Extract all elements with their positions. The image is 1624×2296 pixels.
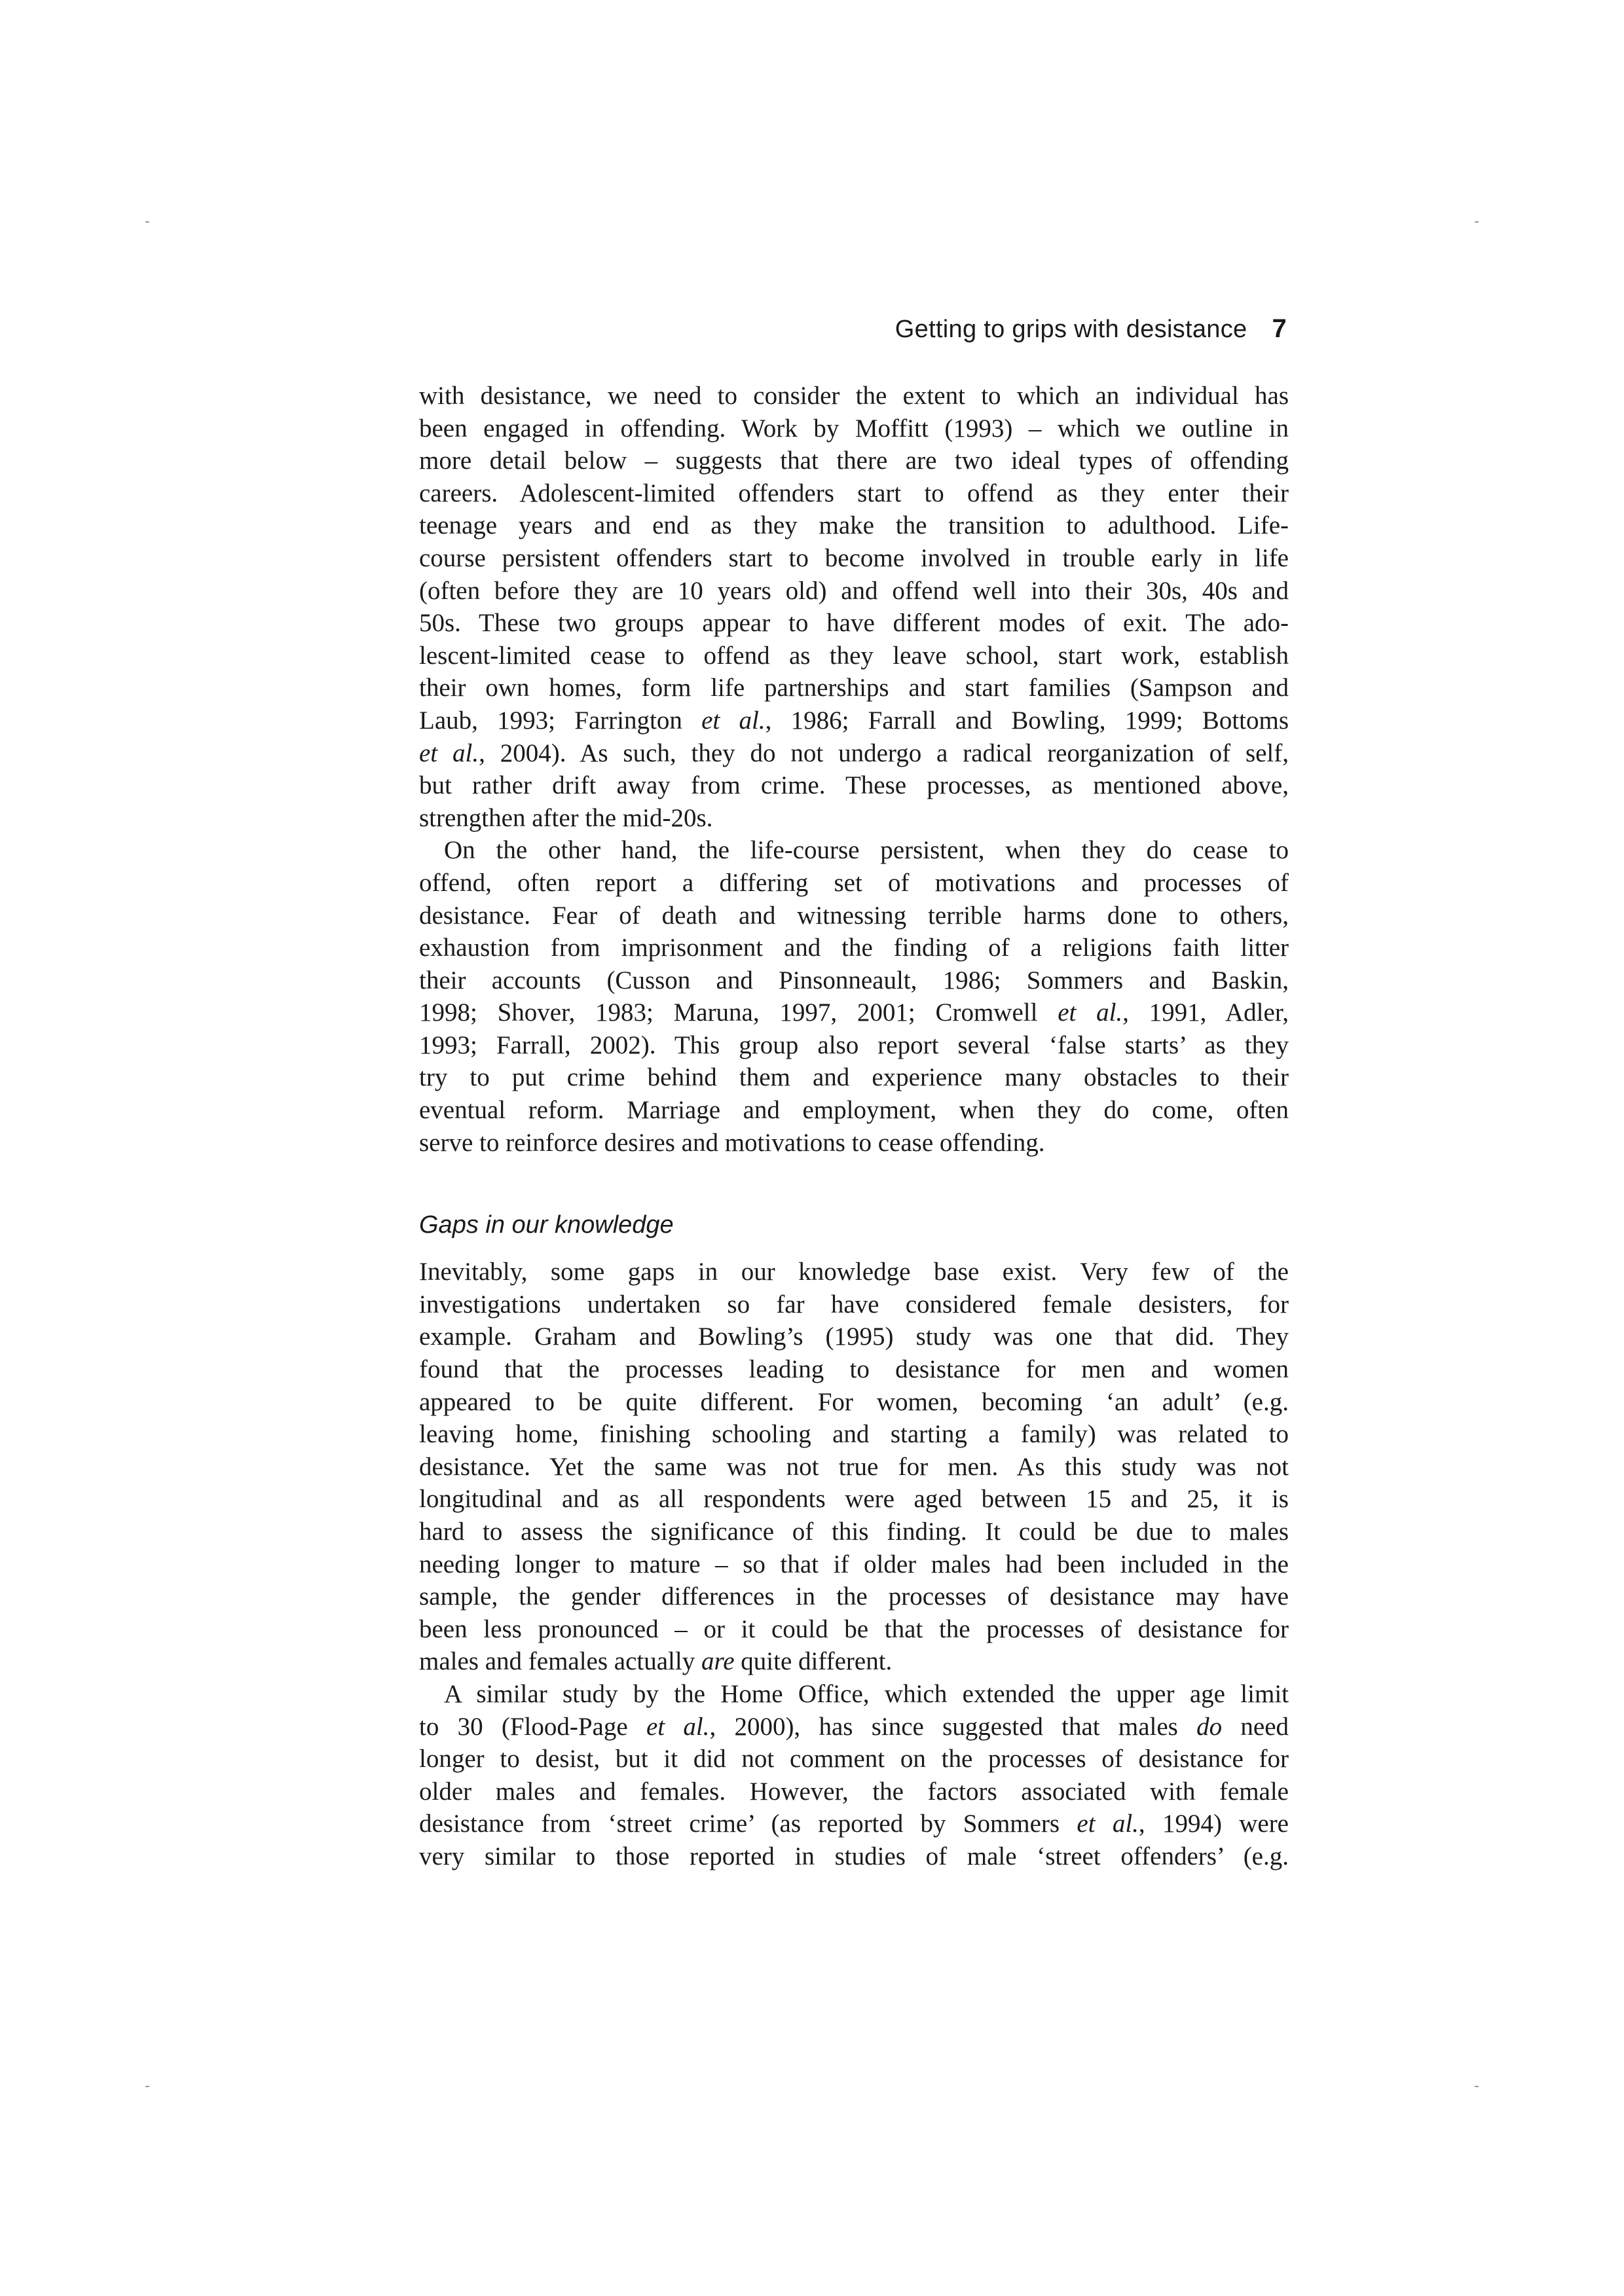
text-line: serve to reinforce desires and motivations to cease offending. (419, 1128, 1045, 1157)
crop-mark-top-right (1475, 221, 1479, 223)
text-line: Laub, 1993; Farrington et al., 1986; Farrall and Bowling, 1999; Bottoms (419, 706, 1289, 735)
text-line: (often before they are 10 years old) and offend well into their 30s, 40s and (419, 576, 1289, 605)
text-line: 1993; Farrall, 2002). This group also report several ‘false starts’ as they (419, 1030, 1289, 1059)
text-line: sample, the gender differences in the processes of desistance may have (419, 1582, 1289, 1611)
text-line: A similar study by the Home Office, which extended the upper age limit (444, 1679, 1289, 1708)
text-line: very similar to those reported in studies of male ‘street offenders’ (e.g. (419, 1842, 1289, 1870)
text-line: course persistent offenders start to become involved in trouble early in life (419, 543, 1289, 572)
text-line: been less pronounced – or it could be that the processes of desistance for (419, 1614, 1289, 1643)
crop-mark-bottom-left (145, 2086, 149, 2087)
text-line: lescent-limited cease to offend as they leave school, start work, establish (419, 641, 1289, 670)
text-line: longitudinal and as all respondents were aged between 15 and 25, it is (419, 1485, 1289, 1514)
text-line: strengthen after the mid-20s. (419, 803, 713, 832)
body-text (419, 380, 1289, 1873)
text-line: their accounts (Cusson and Pinsonneault, 1986; Sommers and Baskin, (419, 966, 1289, 994)
text-line: et al., 2004). As such, they do not undergo a radical reorganization of self, (419, 738, 1289, 767)
text-line: older males and females. However, the factors associated with female (419, 1777, 1289, 1806)
text-line: males and females actually are quite different. (419, 1647, 893, 1676)
text-line: teenage years and end as they make the transition to adulthood. Life- (419, 511, 1289, 540)
text-line: desistance. Fear of death and witnessing terrible harms done to others, (419, 901, 1289, 930)
text-line: 50s. These two groups appear to have different modes of exit. The ado- (419, 609, 1289, 638)
text-line: appeared to be quite different. For women, becoming ‘an adult’ (e.g. (419, 1387, 1289, 1416)
text-line: eventual reform. Marriage and employment, when they do come, often (419, 1096, 1289, 1125)
paragraph-2 (419, 834, 1289, 1159)
text-line: On the other hand, the life-course persistent, when they do cease to (444, 836, 1289, 865)
text-line: longer to desist, but it did not comment on the processes of desistance for (419, 1745, 1289, 1774)
crop-mark-bottom-right (1475, 2086, 1479, 2087)
crop-mark-top-left (145, 221, 149, 223)
paragraph-3 (419, 1256, 1289, 1678)
text-line: leaving home, finishing schooling and starting a family) was related to (419, 1420, 1289, 1449)
text-line: careers. Adolescent-limited offenders start to offend as they enter their (419, 479, 1289, 507)
paragraph-4 (419, 1678, 1289, 1873)
text-line: example. Graham and Bowling’s (1995) study was one that did. They (419, 1322, 1289, 1351)
text-line: try to put crime behind them and experience many obstacles to their (419, 1063, 1289, 1092)
text-line: but rather drift away from crime. These processes, as mentioned above, (419, 771, 1289, 800)
text-line: found that the processes leading to desistance for men and women (419, 1355, 1289, 1384)
text-line: been engaged in offending. Work by Moffitt (1993) – which we outline in (419, 414, 1289, 443)
text-line: offend, often report a differing set of motivations and processes of (419, 868, 1289, 897)
text-line: to 30 (Flood-Page et al., 2000), has since suggested that males do need (419, 1712, 1289, 1741)
paragraph-1 (419, 380, 1289, 834)
text-line: more detail below – suggests that there are two ideal types of offending (419, 446, 1289, 475)
text-line: Inevitably, some gaps in our knowledge base exist. Very few of the (419, 1258, 1289, 1286)
page-number: 7 (1272, 314, 1287, 343)
text-line: 1998; Shover, 1983; Maruna, 1997, 2001; Cromwell et al., 1991, Adler, (419, 998, 1289, 1027)
text-line: hard to assess the significance of this finding. It could be due to males (419, 1518, 1289, 1546)
text-line: desistance from ‘street crime’ (as reported by Sommers et al., 1994) were (419, 1810, 1289, 1838)
running-head (419, 313, 1287, 345)
text-line: needing longer to mature – so that if older males had been included in the (419, 1550, 1289, 1578)
text-line: investigations undertaken so far have considered female desisters, for (419, 1290, 1289, 1319)
text-line: with desistance, we need to consider the extent to which an individual has (419, 382, 1289, 410)
section-heading: Gaps in our knowledge (419, 1211, 674, 1239)
text-line: their own homes, form life partnerships and start families (Sampson and (419, 674, 1289, 702)
text-line: exhaustion from imprisonment and the finding of a religions faith litter (419, 934, 1289, 962)
running-head-title: Getting to grips with desistance (895, 316, 1247, 343)
text-line: desistance. Yet the same was not true for men. As this study was not (419, 1452, 1289, 1481)
